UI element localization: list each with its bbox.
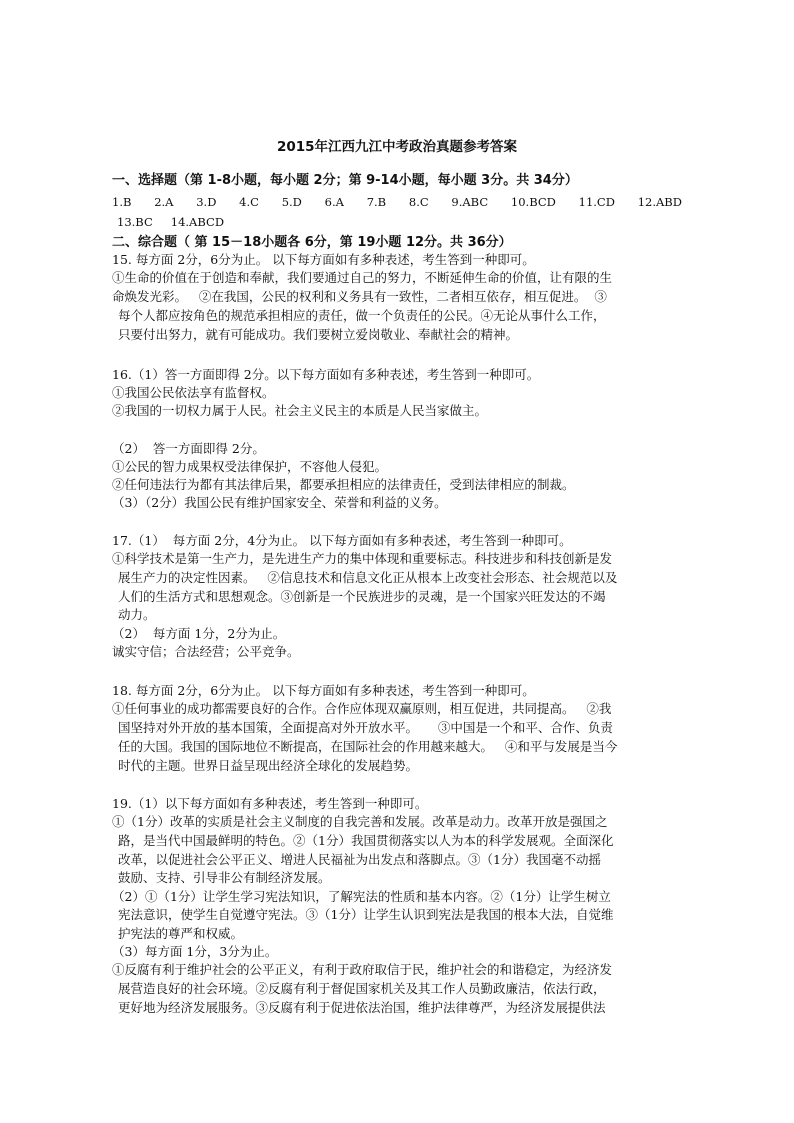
answer-line: 展生产力的决定性因素。 ②信息技术和信息文化正从根本上改变社会形态、社会规范以及 <box>118 570 618 585</box>
answer-line: 15. 每方面 2分，6分为止。 以下每方面如有多种表述，考生答到一种即可。 <box>112 252 535 267</box>
mc-answer: 1.B <box>112 195 132 209</box>
answer-line: 鼓励、支持、引导非公有制经济发展。 <box>118 870 331 885</box>
answer-line: ①公民的智力成果权受法律保护，不容他人侵犯。 <box>112 459 388 474</box>
answer-line: 任的大国。我国的国际地位不断提高，在国际社会的作用越来越大。 ④和平与发展是当今 <box>118 739 618 754</box>
mc-answer: 11.CD <box>578 195 615 209</box>
answer-line: 展营造良好的社会环境。②反腐有利于督促国家机关及其工作人员勤政廉洁，依法行政， <box>118 981 606 996</box>
answer-line: ②我国的一切权力属于人民。社会主义民主的本质是人民当家做主。 <box>112 403 488 418</box>
page-title: 2015年江西九江中考政治真题参考答案 <box>276 139 518 155</box>
answer-line: （3）每方面 1分，3分为止。 <box>112 944 278 959</box>
answer-line: 19.（1）以下每方面如有多种表述，考生答到一种即可。 <box>112 796 428 811</box>
answer-line: 诚实守信；合法经营；公平竞争。 <box>112 644 300 659</box>
answer-line: 国坚持对外开放的基本国策，全面提高对外开放水平。 ③中国是一个和平、合作、负责 <box>118 720 613 735</box>
section-heading-choice: 一、选择题（第 1-8小题，每小题 2分；第 9-14小题，每小题 3分。共 34分） <box>112 173 578 188</box>
answer-line: ①反腐有利于维护社会的公平正义，有利于政府取信于民，维护社会的和谐稳定，为经济发 <box>112 962 613 977</box>
answer-line: 宪法意识，使学生自觉遵守宪法。③（1分）让学生认识到宪法是我国的根本大法，自觉维 <box>118 907 614 922</box>
section-heading-comprehensive: 二、综合题（ 第 15－18小题各 6分，第 19小题 12分。共 36分） <box>112 235 512 250</box>
answer-line: 更好地为经济发展服务。③反腐有利于促进依法治国，维护法律尊严，为经济发展提供法 <box>118 1000 606 1015</box>
answer-line: 18. 每方面 2分，6分为止。 以下每方面如有多种表述，考生答到一种即可。 <box>112 683 535 698</box>
answer-line: （2） 答一方面即得 2分。 <box>112 441 265 456</box>
answer-line: ①任何事业的成功都需要良好的合作。合作应体现双赢原则，相互促进，共同提高。 ②我 <box>112 701 612 716</box>
answer-line: ①我国公民依法享有监督权。 <box>112 385 275 400</box>
mc-answer: 5.D <box>281 195 302 209</box>
answer-line: 人们的生活方式和思想观念。③创新是一个民族进步的灵魂，是一个国家兴旺发达的不竭 <box>118 589 606 604</box>
answer-line: （2）①（1分）让学生学习宪法知识，了解宪法的性质和基本内容。②（1分）让学生树立 <box>112 889 611 904</box>
answer-line: ①（1分）改革的实质是社会主义制度的自我完善和发展。改革是动力。改革开放是强国之 <box>112 814 608 829</box>
mc-answer: 2.A <box>154 195 174 209</box>
answer-line: 护宪法的尊严和权威。 <box>118 926 244 941</box>
answer-line: （3）（2分）我国公民有维护国家安全、荣誉和利益的义务。 <box>112 495 447 510</box>
answer-line: 动力。 <box>118 607 156 622</box>
answer-line: 路，是当代中国最鲜明的特色。②（1分）我国贯彻落实以人为本的科学发展观。全面深化 <box>118 833 614 848</box>
mc-answer: 4.C <box>239 195 259 209</box>
mc-answer: 12.ABD <box>637 195 682 209</box>
answer-line: （2） 每方面 1分，2分为止。 <box>112 626 286 641</box>
mc-answers-row-1 <box>112 195 682 209</box>
answer-line: 只要付出努力，就有可能成功。我们要树立爱岗敬业、奉献社会的精神。 <box>118 327 519 342</box>
mc-answer: 6.A <box>324 195 344 209</box>
mc-answers-row-2 <box>117 215 277 229</box>
answer-line: ①科学技术是第一生产力，是先进生产力的集中体现和重要标志。科技进步和科技创新是发 <box>112 551 613 566</box>
mc-answer: 8.C <box>408 195 429 209</box>
mc-answer: 9.ABC <box>451 195 489 209</box>
mc-answer: 3.D <box>196 195 217 209</box>
mc-answer: 14.ABCD <box>170 215 225 229</box>
answer-line: 时代的主题。世界日益呈现出经济全球化的发展趋势。 <box>118 758 419 773</box>
mc-answer: 10.BCD <box>510 195 556 209</box>
answer-line: 改革，以促进社会公平正义、增进人民福祉为出发点和落脚点。③（1分）我国毫不动摇 <box>118 852 601 867</box>
answer-line: 命焕发光彩。 ②在我国，公民的权利和义务具有一致性，二者相互依存，相互促进。 ③ <box>112 289 607 304</box>
answer-line: 16.（1）答一方面即得 2分。以下每方面如有多种表述，考生答到一种即可。 <box>112 367 540 382</box>
answer-line: ①生命的价值在于创造和奉献，我们要通过自己的努力，不断延伸生命的价值，让有限的生 <box>112 270 613 285</box>
answer-line: 17.（1） 每方面 2分，4分为止。 以下每方面如有多种表述，考生答到一种即可。 <box>112 533 572 548</box>
answer-line: ②任何违法行为都有其法律后果，都要承担相应的法律责任，受到法律相应的制裁。 <box>112 477 575 492</box>
mc-answer: 7.B <box>366 195 387 209</box>
mc-answer: 13.BC <box>117 215 153 229</box>
answer-line: 每个人都应按角色的规范承担相应的责任，做一个负责任的公民。④无论从事什么工作， <box>118 308 606 323</box>
